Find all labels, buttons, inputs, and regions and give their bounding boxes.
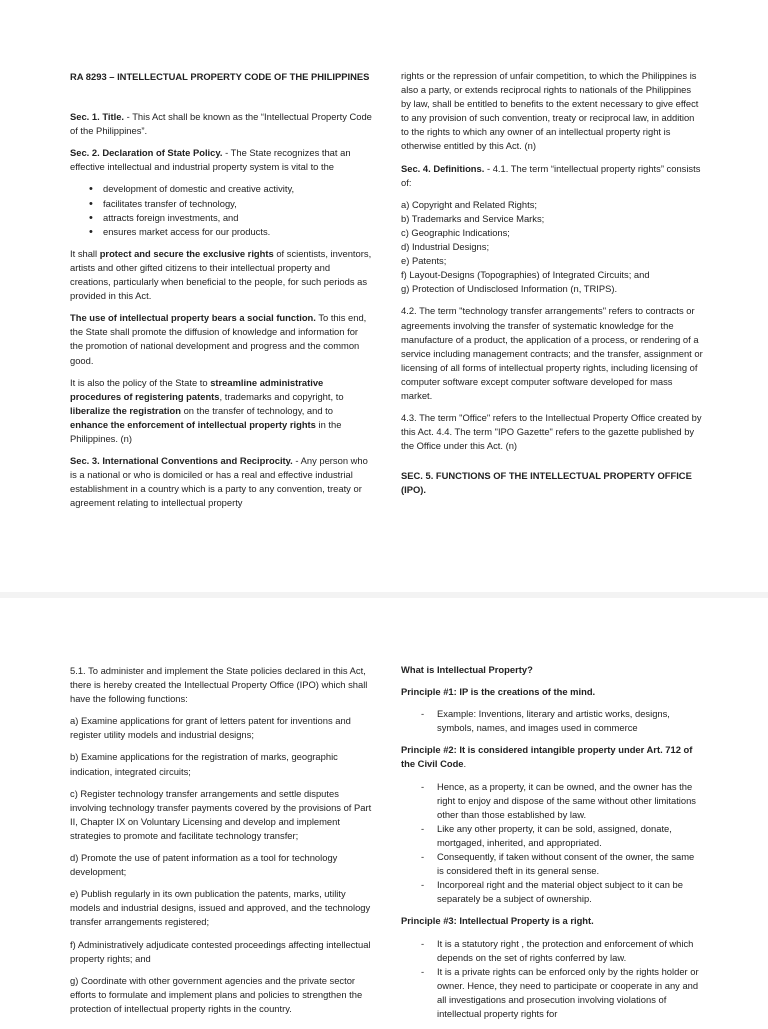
list-item: - Like any other property, it can be sold, assigned, donate, mortgaged, inherited, and appropriated.: [401, 822, 703, 850]
function-g: g) Coordinate with other government agencies and the private sector efforts to formulate and implement plans and policies to strengthen the protection of intellectual property rights in the country.: [70, 974, 363, 1014]
principle-3-list: [401, 937, 703, 1022]
section-3-label: Sec. 3. International Conventions and Reciprocity.: [70, 455, 293, 467]
list-item: c) Geographic Indications;: [401, 226, 510, 238]
definition-4-3: 4.3. The term "Office" refers to the Intellectual Property Office created by this Act. 4.4. The term "IPO Gazette" refers to the gazette published by the Office under this Act. (n): [401, 412, 702, 452]
paragraph-5-1: 5.1. To administer and implement the State policies declared in this Act, there is hereby created the Intellectual Property Office (IPO) which shall have the following functions:: [70, 665, 368, 705]
list-item: • attracts foreign investments, and: [70, 211, 372, 225]
function-e: e) Publish regularly in its own publication the patents, marks, utility models and industrial designs, issued and approved, and the technology transfer arrangements registered;: [70, 888, 371, 928]
list-item: a) Copyright and Related Rights;: [401, 198, 538, 210]
section-4: Sec. 4. Definitions. - 4.1. The term “intellectual property rights” consists of:: [401, 162, 701, 188]
function-f: f) Administratively adjudicate contested proceedings affecting intellectual property rights; and: [70, 938, 371, 964]
list-item: b) Trademarks and Service Marks;: [401, 212, 545, 224]
function-d: d) Promote the use of patent information as a tool for technology development;: [70, 852, 338, 878]
paragraph-state-policy: It is also the policy of the State to streamline administrative procedures of registering patents, trademarks and copyright, to liberalize the registration on the transfer of technology, and to enhance the enforcement of intellectual property rights in the Philippines. (n): [70, 376, 344, 444]
principle-1: Principle #1: IP is the creations of the mind.: [401, 686, 596, 698]
principle-2: Principle #2: It is considered intangible property under Art. 712 of the Civil Code.: [401, 744, 693, 770]
principle-2-list: [401, 780, 703, 907]
list-item: - It is a private rights can be enforced only by the rights holder or owner. Hence, they need to participate or cooperate in any and all investigations and prosecution involving violations of intellectual property rights for: [401, 965, 703, 1021]
page2-right-column: [401, 663, 703, 1029]
list-item: • facilitates transfer of technology,: [70, 197, 372, 211]
list-item: • development of domestic and creative activity,: [70, 182, 372, 196]
page-separator: [0, 592, 768, 598]
section-2-label: Sec. 2. Declaration of State Policy.: [70, 147, 223, 159]
paragraph-social-function: The use of intellectual property bears a social function. To this end, the State shall promote the diffusion of knowledge and information for the promotion of national development and progress and the common good.: [70, 312, 367, 366]
principle-1-list: [401, 707, 703, 735]
function-a: a) Examine applications for grant of letters patent for inventions and register utility models and industrial designs;: [70, 715, 351, 741]
function-b: b) Examine applications for the registration of marks, geographic indication, integrated circuits;: [70, 751, 338, 777]
question-heading: What is Intellectual Property?: [401, 664, 533, 675]
section-4-label: Sec. 4. Definitions.: [401, 162, 485, 174]
section-3: Sec. 3. International Conventions and Reciprocity. - Any person who is a national or who is domiciled or has a real and effective industrial establishment in a country which is a party to any convention, treaty or agreement relating to intellectual property: [70, 455, 368, 509]
ip-rights-list: [401, 198, 703, 297]
list-item: - Example: Inventions, literary and artistic works, designs, symbols, names, and images used in commerce: [401, 707, 703, 735]
list-item: • ensures market access for our products.: [70, 225, 372, 239]
list-item: - Incorporeal right and the material object subject to it can be separately be a subject of ownership.: [401, 878, 703, 906]
principle-3: Principle #3: Intellectual Property is a right.: [401, 915, 594, 927]
section-5-heading: SEC. 5. FUNCTIONS OF THE INTELLECTUAL PROPERTY OFFICE (IPO).: [401, 470, 692, 496]
section-2: Sec. 2. Declaration of State Policy. - The State recognizes that an effective intellectual and industrial property system is vital to the: [70, 147, 351, 173]
list-item: f) Layout-Designs (Topographies) of Integrated Circuits; and: [401, 269, 650, 281]
list-item: g) Protection of Undisclosed Information (n, TRIPS).: [401, 283, 618, 295]
page1-right-column: [401, 69, 703, 506]
list-item: - Hence, as a property, it can be owned, and the owner has the right to enjoy and dispose of the same without other limitations other than those established by law.: [401, 780, 703, 822]
document-page-2: [0, 600, 768, 1024]
list-item: d) Industrial Designs;: [401, 241, 490, 253]
page1-left-column: [70, 70, 372, 518]
function-c: c) Register technology transfer arrangements and settle disputes involving technology transfer payments covered by the provisions of Part II, Chapter IX on Voluntary Licensing and develop and implement strategies to promote and facilitate technology transfer;: [70, 787, 372, 841]
paragraph-exclusive-rights: It shall protect and secure the exclusive rights of scientists, inventors, artists and other gifted citizens to their intellectual property and creations, particularly when beneficial to the people, for such periods as provided in this Act.: [70, 247, 372, 302]
definition-4-2: 4.2. The term "technology transfer arrangements" refers to contracts or agreements involving the transfer of systematic knowledge for the manufacture of a product, the application of a process, or rendering of a service including management contracts; and the transfer, assignment or licensing of all forms of intellectual property rights, including licensing of computer software except computer software developed for mass market.: [401, 305, 703, 401]
page2-left-column: [70, 664, 372, 1024]
list-item: e) Patents;: [401, 255, 447, 267]
section-3-continued: rights or the repression of unfair competition, to which the Philippines is also a party, or extends reciprocal rights to nationals of the Philippines by law, shall be entitled to benefits to the extent necessary to give effect to any provision of such convention, treaty or reciprocal law, in addition to the rights to which any owner of an intellectual property right is otherwise entitled by this Act. (n): [401, 70, 699, 152]
policy-bullet-list: [70, 182, 372, 238]
list-item: - Consequently, if taken without consent of the owner, the same is considered theft in its general sense.: [401, 850, 703, 878]
section-1-label: Sec. 1. Title.: [70, 111, 125, 123]
list-item: - It is a statutory right , the protection and enforcement of which depends on the set of rights conferred by law.: [401, 937, 703, 965]
section-1: Sec. 1. Title. - This Act shall be known as the “Intellectual Property Code of the Philippines”.: [70, 111, 372, 137]
document-title: RA 8293 – INTELLECTUAL PROPERTY CODE OF THE PHILIPPINES: [70, 71, 370, 82]
